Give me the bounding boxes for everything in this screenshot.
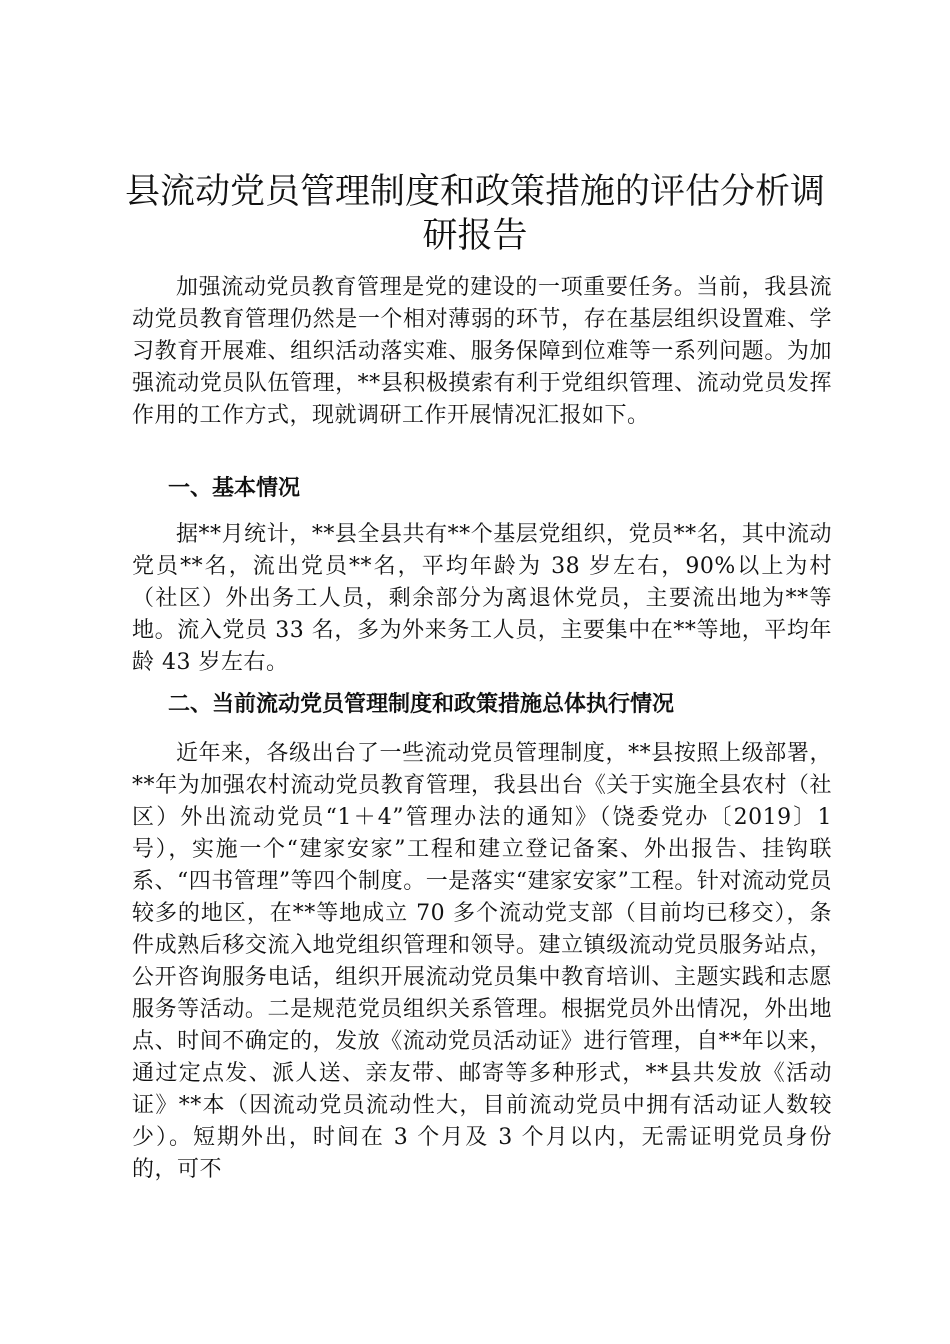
section-paragraph-implementation: 近年来，各级出台了一些流动党员管理制度，**县按照上级部署，**年为加强农村流动党员教育管理，我县出台《关于实施全县农村（社区）外出流动党员“1＋4”管理办法的通知》（饶委党办〔2019〕1 号），实施一个“建家安家”工程和建立登记备案、外出报告、挂钩联系、“四书管理”等四个制度。一是落实“建家安家”工程。针对流动党员较多的地区，在**等地成立 70 多个流动党支部（目前均已移交），条件成熟后移交流入地党组织管理和领导。建立镇级流动党员服务站点，公开咨询服务电话，组织开展流动党员集中教育培训、主题实践和志愿服务等活动。二是规范党员组织关系管理。根据党员外出情况，外出地点、时间不确定的，发放《流动党员活动证》进行管理，自**年以来，通过定点发、派人送、亲友带、邮寄等多种形式，**县共发放《活动证》**本（因流动党员流动性大，目前流动党员中拥有活动证人数较少）。短期外出，时间在 3 个月及 3 个月以内，无需证明党员身份的，可不 bbox=[132, 741, 832, 1182]
section-heading-basic-situation: 一、基本情况 bbox=[168, 476, 301, 501]
section-heading-implementation: 二、当前流动党员管理制度和政策措施总体执行情况 bbox=[168, 692, 675, 717]
section-paragraph-basic-situation: 据**月统计，**县全县共有**个基层党组织，党员**名，其中流动党员**名，流出党员**名，平均年龄为 38 岁左右，90%以上为村（社区）外出务工人员，剩余部分为离退休党员，主要流出地为**等地。流入党员 33 名，多为外来务工人员，主要集中在**等地，平均年龄 43 岁左右。 bbox=[132, 522, 832, 675]
intro-paragraph: 加强流动党员教育管理是党的建设的一项重要任务。当前，我县流动党员教育管理仍然是一个相对薄弱的环节，存在基层组织设置难、学习教育开展难、组织活动落实难、服务保障到位难等一系列问题。为加强流动党员队伍管理，**县积极摸索有利于党组织管理、流动党员发挥作用的工作方式，现就调研工作开展情况汇报如下。 bbox=[132, 275, 832, 428]
document-title: 县流动党员管理制度和政策措施的评估分析调研报告 bbox=[124, 172, 825, 256]
